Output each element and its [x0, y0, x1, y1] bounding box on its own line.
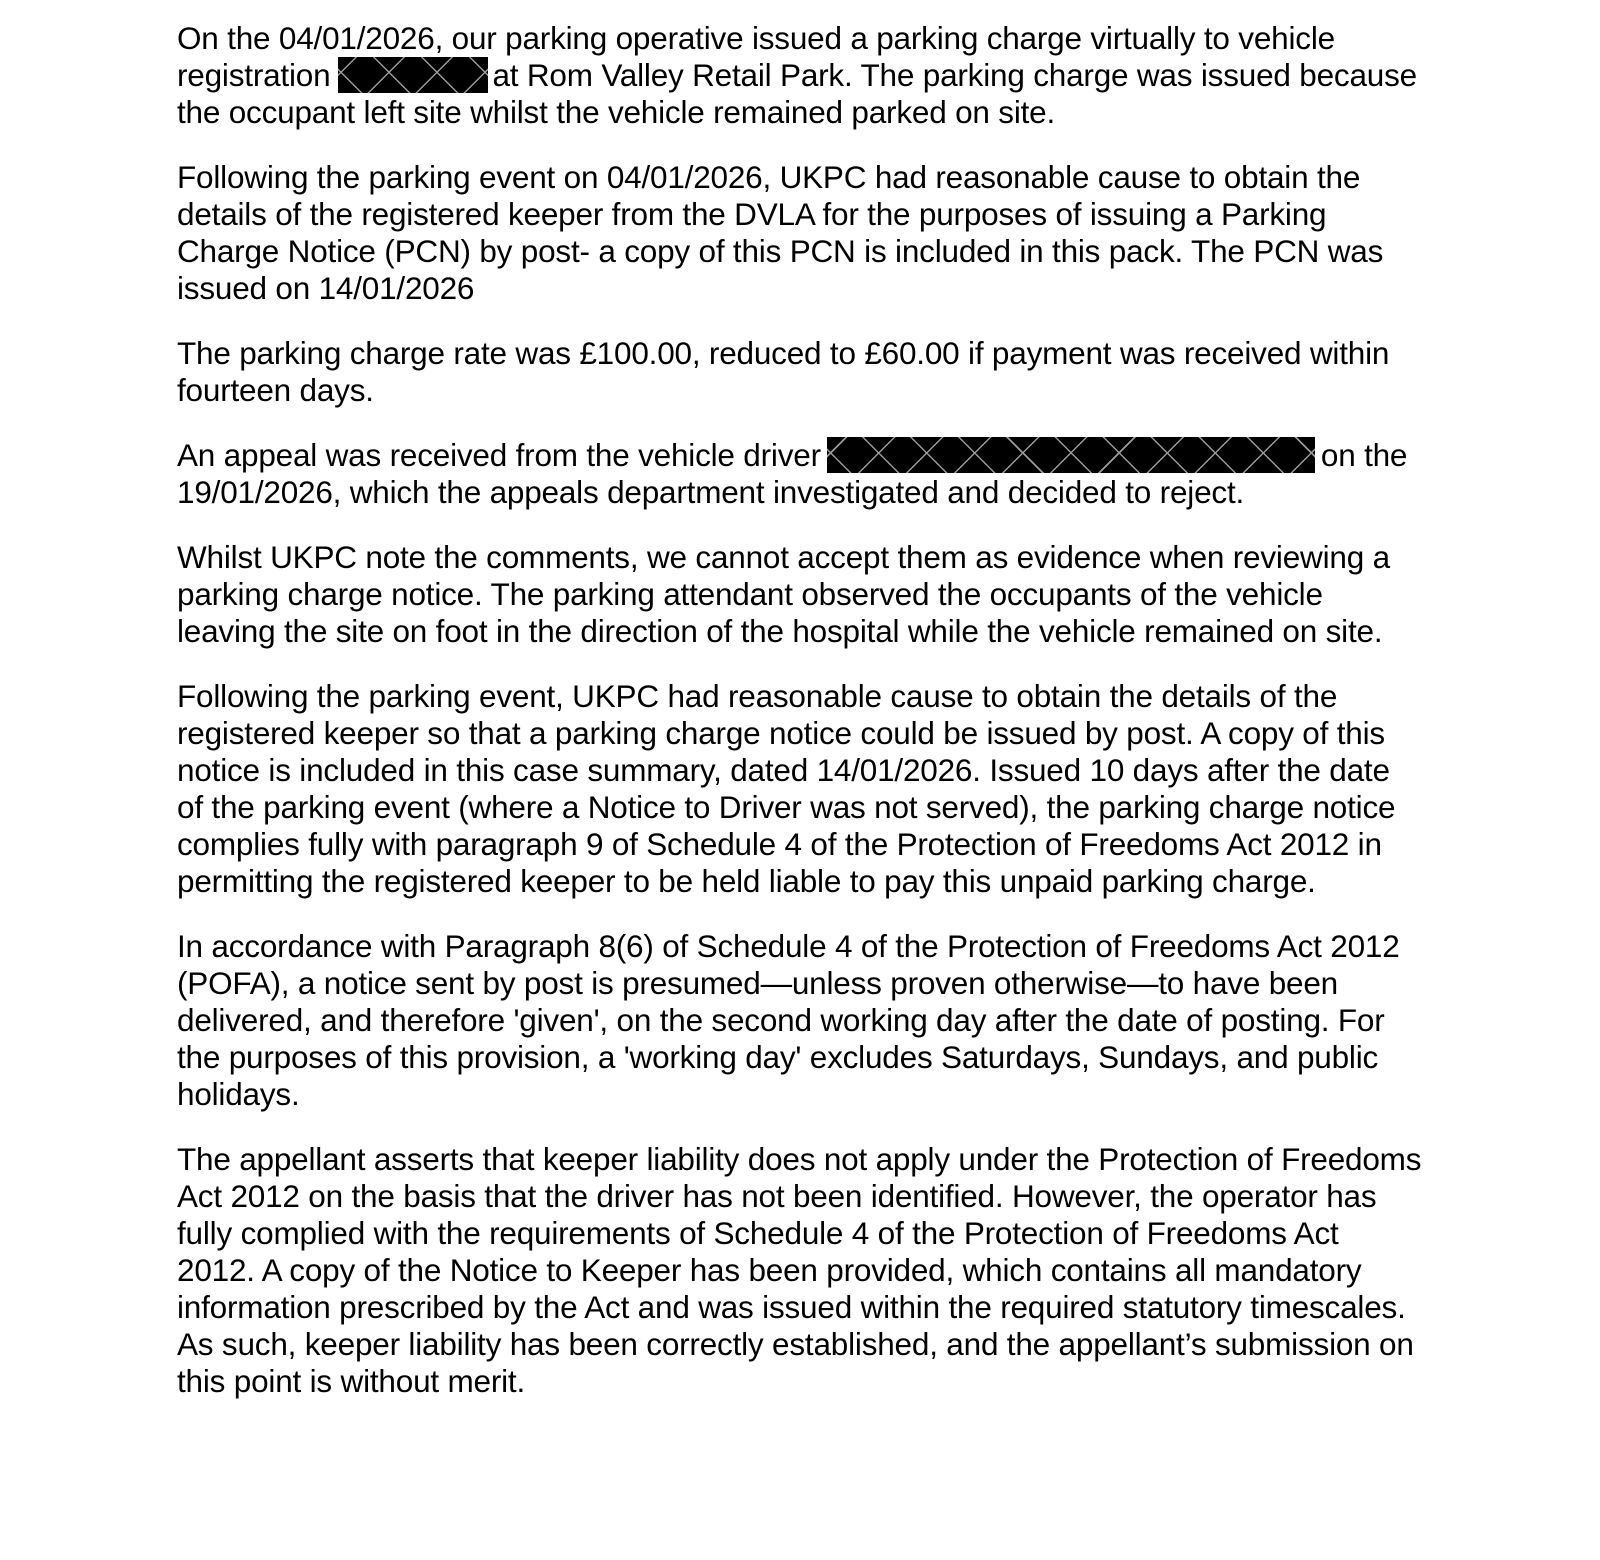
- paragraph-keeper-liability: The appellant asserts that keeper liability does not apply under the Protection of Freedoms Act 2012 on the basis that the driver has not been identified. However, the operator has fully complied with the requirements of Schedule 4 of the Protection of Freedoms Act 2012. A copy of the Notice to Keeper has been provided, which contains all mandatory information prescribed by the Act and was issued within the required statutory timescales. As such, keeper liability has been correctly established, and the appellant’s submission on this point is without merit.: [177, 1141, 1422, 1399]
- paragraph-pcn-issued: Following the parking event on 04/01/2026, UKPC had reasonable cause to obtain the details of the registered keeper from the DVLA for the purposes of issuing a Parking Charge Notice (PCN) by post- a copy of this PCN is included in this pack. The PCN was issued on 14/01/2026: [177, 159, 1384, 306]
- redacted-vehicle-registration: [338, 57, 488, 93]
- paragraph-text: at Rom Valley Retail Park. The parking charge was issued because the occupant left site whilst the vehicle remained parked on site.: [177, 57, 1417, 130]
- paragraph-text: on the 19/01/2026, which the appeals department investigated and decided to reject.: [177, 437, 1408, 510]
- paragraph-parking-charge-issued: [177, 20, 1422, 131]
- document-body: [177, 20, 1422, 1428]
- paragraph-evidence-comments: Whilst UKPC note the comments, we cannot accept them as evidence when reviewing a parking charge notice. The parking attendant observed the occupants of the vehicle leaving the site on foot in the direction of the hospital while the vehicle remained on site.: [177, 539, 1390, 649]
- paragraph-pofa-delivery: In accordance with Paragraph 8(6) of Schedule 4 of the Protection of Freedoms Act 2012 (POFA), a notice sent by post is presumed—unless proven otherwise—to have been delivered, and therefore 'given', on the second working day after the date of posting. For the purposes of this provision, a 'working day' excludes Saturdays, Sundays, and public holidays.: [177, 928, 1400, 1112]
- paragraph-appeal-received: [177, 437, 1422, 511]
- redacted-driver-name: [827, 437, 1315, 473]
- paragraph-text: On the 04/01/2026, our parking operative issued a parking charge virtually to vehicle registration: [177, 20, 1335, 93]
- paragraph-charge-rate: The parking charge rate was £100.00, reduced to £60.00 if payment was received within fourteen days.: [177, 335, 1390, 408]
- paragraph-keeper-details: Following the parking event, UKPC had reasonable cause to obtain the details of the registered keeper so that a parking charge notice could be issued by post. A copy of this notice is included in this case summary, dated 14/01/2026. Issued 10 days after the date of the parking event (where a Notice to Driver was not served), the parking charge notice complies fully with paragraph 9 of Schedule 4 of the Protection of Freedoms Act 2012 in permitting the registered keeper to be held liable to pay this unpaid parking charge.: [177, 678, 1396, 899]
- paragraph-text: An appeal was received from the vehicle driver: [177, 437, 821, 473]
